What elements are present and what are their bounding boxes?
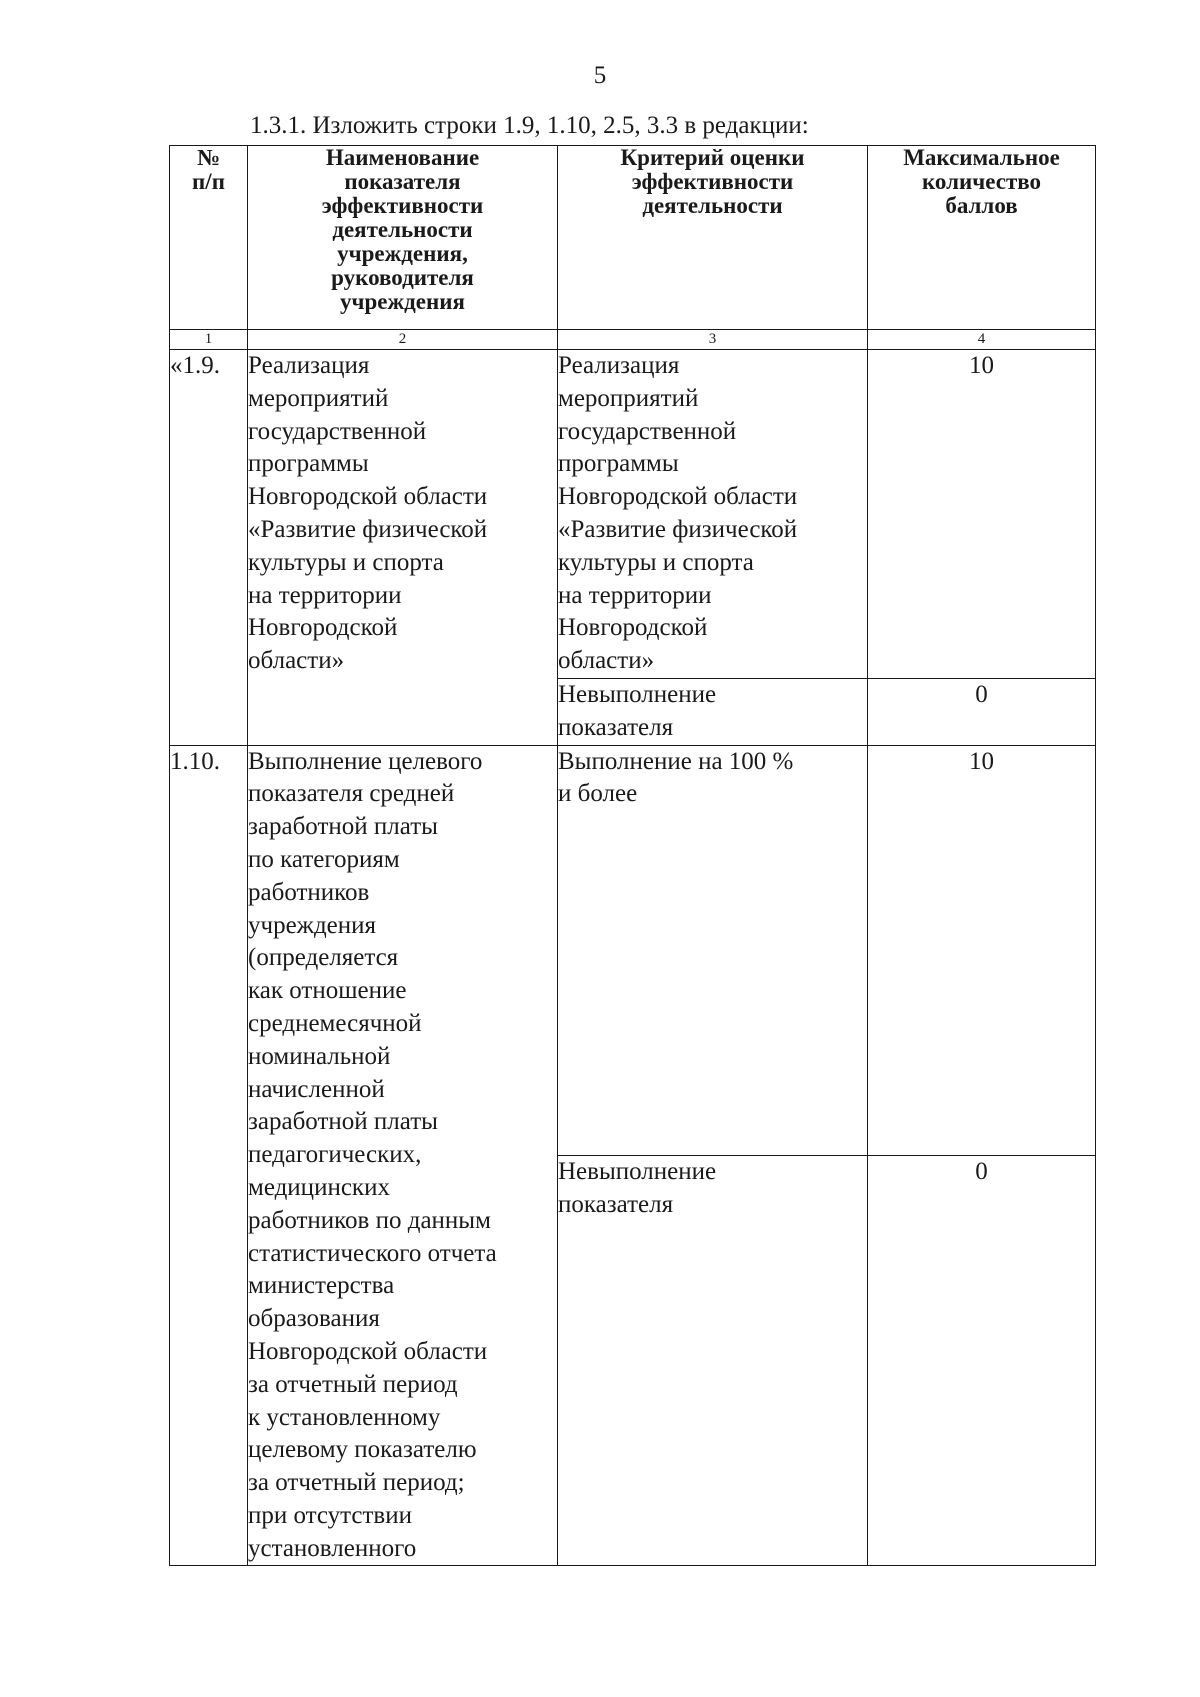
text-line: министерства bbox=[248, 1272, 395, 1300]
header-line: учреждения, bbox=[337, 241, 468, 266]
max-score: 0 bbox=[868, 1156, 1096, 1566]
text-line: на территории bbox=[558, 581, 712, 609]
column-number-row bbox=[170, 330, 1096, 350]
text-line: за отчетный период; bbox=[248, 1469, 465, 1497]
text-line: на территории bbox=[248, 581, 402, 609]
header-criterion bbox=[558, 146, 868, 330]
header-line: деятельности bbox=[642, 193, 783, 218]
criterion bbox=[558, 678, 868, 745]
text-line: как отношение bbox=[248, 977, 407, 1005]
text-line: образования bbox=[248, 1305, 380, 1333]
text-line: Реализация bbox=[558, 352, 680, 379]
header-line: п/п bbox=[192, 169, 225, 194]
column-number: 2 bbox=[248, 330, 558, 350]
text-line: Новгородской bbox=[248, 614, 398, 642]
text-line: к установленному bbox=[248, 1403, 441, 1431]
row-number: «1.9. bbox=[170, 350, 248, 746]
criterion bbox=[558, 350, 868, 679]
text-line: Невыполнение bbox=[558, 1158, 717, 1186]
text-line: государственной bbox=[558, 417, 737, 445]
header-line: эффективности bbox=[631, 169, 794, 194]
header-line: эффективности bbox=[321, 193, 484, 218]
page-number: 5 bbox=[593, 62, 607, 89]
text-line: Невыполнение bbox=[558, 680, 717, 708]
header-line: учреждения bbox=[340, 289, 465, 314]
text-line: Новгородской области bbox=[248, 483, 488, 511]
header-indicator-name bbox=[248, 146, 558, 330]
text-line: показателя bbox=[558, 1190, 674, 1218]
text-line: показателя bbox=[558, 713, 674, 741]
header-line: деятельности bbox=[332, 217, 473, 242]
criterion bbox=[558, 745, 868, 1155]
text-line: заработной платы bbox=[248, 813, 438, 841]
text-line: Новгородской области bbox=[248, 1337, 488, 1365]
text-line: заработной платы bbox=[248, 1108, 438, 1136]
intro-text: 1.3.1. Изложить строки 1.9, 1.10, 2.5, 3.3 в редакции: bbox=[250, 112, 809, 139]
text-line: медицинских bbox=[248, 1173, 390, 1201]
text-line: Реализация bbox=[248, 352, 370, 379]
text-line: программы bbox=[558, 450, 679, 478]
text-line: и более bbox=[558, 780, 638, 808]
text-line: работников bbox=[248, 878, 370, 906]
header-line: показателя bbox=[344, 169, 461, 194]
column-number: 1 bbox=[170, 330, 248, 350]
text-line: области» bbox=[558, 647, 655, 675]
text-line: работников по данным bbox=[248, 1206, 491, 1234]
text-line: номинальной bbox=[248, 1042, 391, 1070]
criterion bbox=[558, 1156, 868, 1566]
text-line: Выполнение целевого bbox=[248, 747, 483, 775]
column-number: 4 bbox=[868, 330, 1096, 350]
max-score: 0 bbox=[868, 678, 1096, 745]
text-line: государственной bbox=[248, 417, 427, 445]
text-line: культуры и спорта bbox=[248, 548, 444, 576]
text-line: Новгородской bbox=[558, 614, 708, 642]
header-line: Максимальное bbox=[903, 145, 1060, 170]
table-header-row bbox=[170, 146, 1096, 330]
table-row bbox=[170, 745, 1096, 1155]
text-line: показателя средней bbox=[248, 780, 455, 808]
row-number: 1.10. bbox=[170, 745, 248, 1566]
header-number bbox=[170, 146, 248, 330]
indicator-name bbox=[248, 350, 558, 746]
text-line: мероприятий bbox=[248, 384, 389, 412]
max-score: 10 bbox=[868, 745, 1096, 1155]
header-line: баллов bbox=[945, 193, 1018, 218]
text-line: среднемесячной bbox=[248, 1009, 422, 1037]
text-line: области» bbox=[248, 647, 345, 675]
header-line: количество bbox=[921, 169, 1042, 194]
text-line: «Развитие физической bbox=[558, 515, 798, 543]
text-line: начисленной bbox=[248, 1075, 385, 1103]
indicator-name bbox=[248, 745, 558, 1566]
header-line: № bbox=[196, 145, 221, 170]
text-line: Новгородской области bbox=[558, 483, 798, 511]
text-line: мероприятий bbox=[558, 384, 699, 412]
text-line: за отчетный период bbox=[248, 1370, 458, 1398]
text-line: учреждения bbox=[248, 911, 377, 939]
header-line: Критерий оценки bbox=[620, 145, 805, 170]
text-line: статистического отчета bbox=[248, 1239, 497, 1267]
text-line: установленного bbox=[248, 1534, 417, 1562]
header-max-score bbox=[868, 146, 1096, 330]
text-line: (определяется bbox=[248, 944, 399, 972]
header-line: Наименование bbox=[325, 145, 480, 170]
table-row bbox=[170, 350, 1096, 679]
header-line: руководителя bbox=[331, 265, 474, 290]
text-line: целевому показателю bbox=[248, 1436, 477, 1464]
text-line: по категориям bbox=[248, 845, 400, 873]
column-number: 3 bbox=[558, 330, 868, 350]
text-line: «Развитие физической bbox=[248, 515, 488, 543]
text-line: культуры и спорта bbox=[558, 548, 754, 576]
max-score: 10 bbox=[868, 350, 1096, 679]
text-line: программы bbox=[248, 450, 369, 478]
criteria-table bbox=[169, 145, 1096, 1566]
text-line: Выполнение на 100 % bbox=[558, 747, 794, 775]
text-line: педагогических, bbox=[248, 1141, 422, 1169]
text-line: при отсутствии bbox=[248, 1501, 412, 1529]
